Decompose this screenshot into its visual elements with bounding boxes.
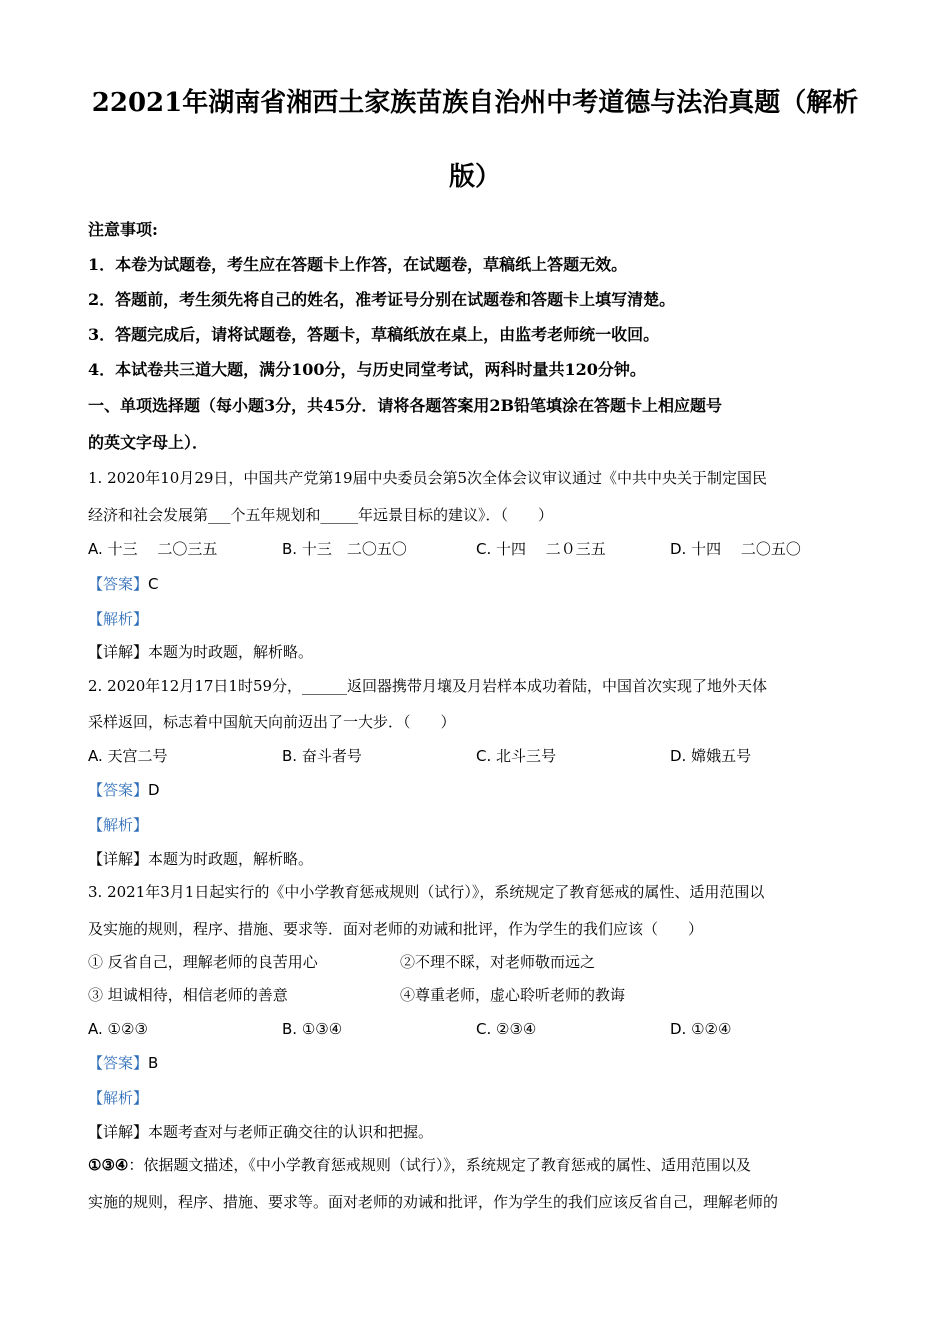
q1-option-a: A. 十三 二〇三五: [88, 540, 218, 558]
q2-detail: 【详解】本题为时政题，解析略。: [88, 850, 314, 868]
q2-option-b: B. 奋斗者号: [282, 747, 362, 765]
q3-explanation-continued: 实施的规则，程序、措施、要求等。面对老师的劝诫和批评，作为学生的我们应该反省自己，理解老师的: [88, 1193, 779, 1211]
q3-option-d: D. ①②④: [670, 1020, 732, 1038]
q3-choice-1: ① 反省自己，理解老师的良苦用心: [88, 953, 318, 971]
q3-option-b: B. ①③④: [282, 1020, 343, 1038]
q3-answer: 【答案】B: [88, 1054, 159, 1072]
notice-item-2: 2．答题前，考生须先将自己的姓名，准考证号分别在试题卷和答题卡上填写清楚。: [88, 290, 676, 309]
q1-option-b: B. 十三 二〇五〇: [282, 540, 407, 558]
q1-option-c: C. 十四 二０三五: [476, 540, 606, 558]
notice-item-4: 4．本试卷共三道大题，满分100分，与历史同堂考试，两科时量共120分钟。: [88, 360, 646, 379]
notice-heading: 注意事项:: [88, 220, 158, 239]
section-heading-continued: 的英文字母上）．: [88, 433, 209, 452]
q2-option-d: D. 嫦娥五号: [670, 747, 752, 765]
q2-option-c: C. 北斗三号: [476, 747, 557, 765]
q3-analysis-label: 【解析】: [88, 1089, 149, 1107]
document-title-continued: 版）: [448, 162, 501, 192]
q1-answer: 【答案】C: [88, 575, 159, 593]
notice-item-1: 1．本卷为试题卷，考生应在答题卡上作答，在试题卷，草稿纸上答题无效。: [88, 255, 628, 274]
q1-option-d: D. 十四 二〇五〇: [670, 540, 801, 558]
document-title: 22021年湖南省湘西土家族苗族自治州中考道德与法治真题（解析: [91, 88, 859, 118]
q3-choice-4: ④尊重老师，虚心聆听老师的教诲: [400, 986, 626, 1004]
notice-item-3: 3．答题完成后，请将试题卷，答题卡，草稿纸放在桌上，由监考老师统一收回。: [88, 325, 660, 344]
q2-stem-continued: 采样返回，标志着中国航天向前迈出了一大步．（ ）: [88, 713, 456, 731]
q3-detail: 【详解】本题考查对与老师正确交往的认识和把握。: [88, 1123, 434, 1141]
q1-stem-continued: 经济和社会发展第___个五年规划和_____年远景目标的建议》．（ ）: [88, 506, 554, 524]
q3-choice-3: ③ 坦诚相待，相信老师的善意: [88, 986, 288, 1004]
q2-stem: 2. 2020年12月17日1时59分，______返回器携带月壤及月岩样本成功着陆，中国首次实现了地外天体: [88, 677, 768, 695]
q3-stem-continued: 及实施的规则，程序、措施、要求等．面对老师的劝诫和批评，作为学生的我们应该（ ）: [88, 920, 704, 938]
q1-detail: 【详解】本题为时政题，解析略。: [88, 643, 314, 661]
q3-choice-2: ②不理不睬，对老师敬而远之: [400, 953, 596, 971]
q3-stem: 3. 2021年3月1日起实行的《中小学教育惩戒规则（试行）》，系统规定了教育惩戒的属性、适用范围以: [88, 883, 765, 901]
q1-analysis-label: 【解析】: [88, 610, 149, 628]
q3-explanation: ①③④：依据题文描述，《中小学教育惩戒规则（试行）》，系统规定了教育惩戒的属性、适用范围以及: [88, 1156, 751, 1174]
q2-analysis-label: 【解析】: [88, 816, 149, 834]
section-heading: 一、单项选择题（每小题3分，共45分．请将各题答案用2B铅笔填涂在答题卡上相应题号: [88, 396, 723, 415]
q3-option-c: C. ②③④: [476, 1020, 537, 1038]
q3-option-a: A. ①②③: [88, 1020, 148, 1038]
q1-stem: 1. 2020年10月29日，中国共产党第19届中央委员会第5次全体会议审议通过《中共中央关于制定国民: [88, 469, 768, 487]
q2-answer: 【答案】D: [88, 781, 160, 799]
q2-option-a: A. 天宫二号: [88, 747, 168, 765]
